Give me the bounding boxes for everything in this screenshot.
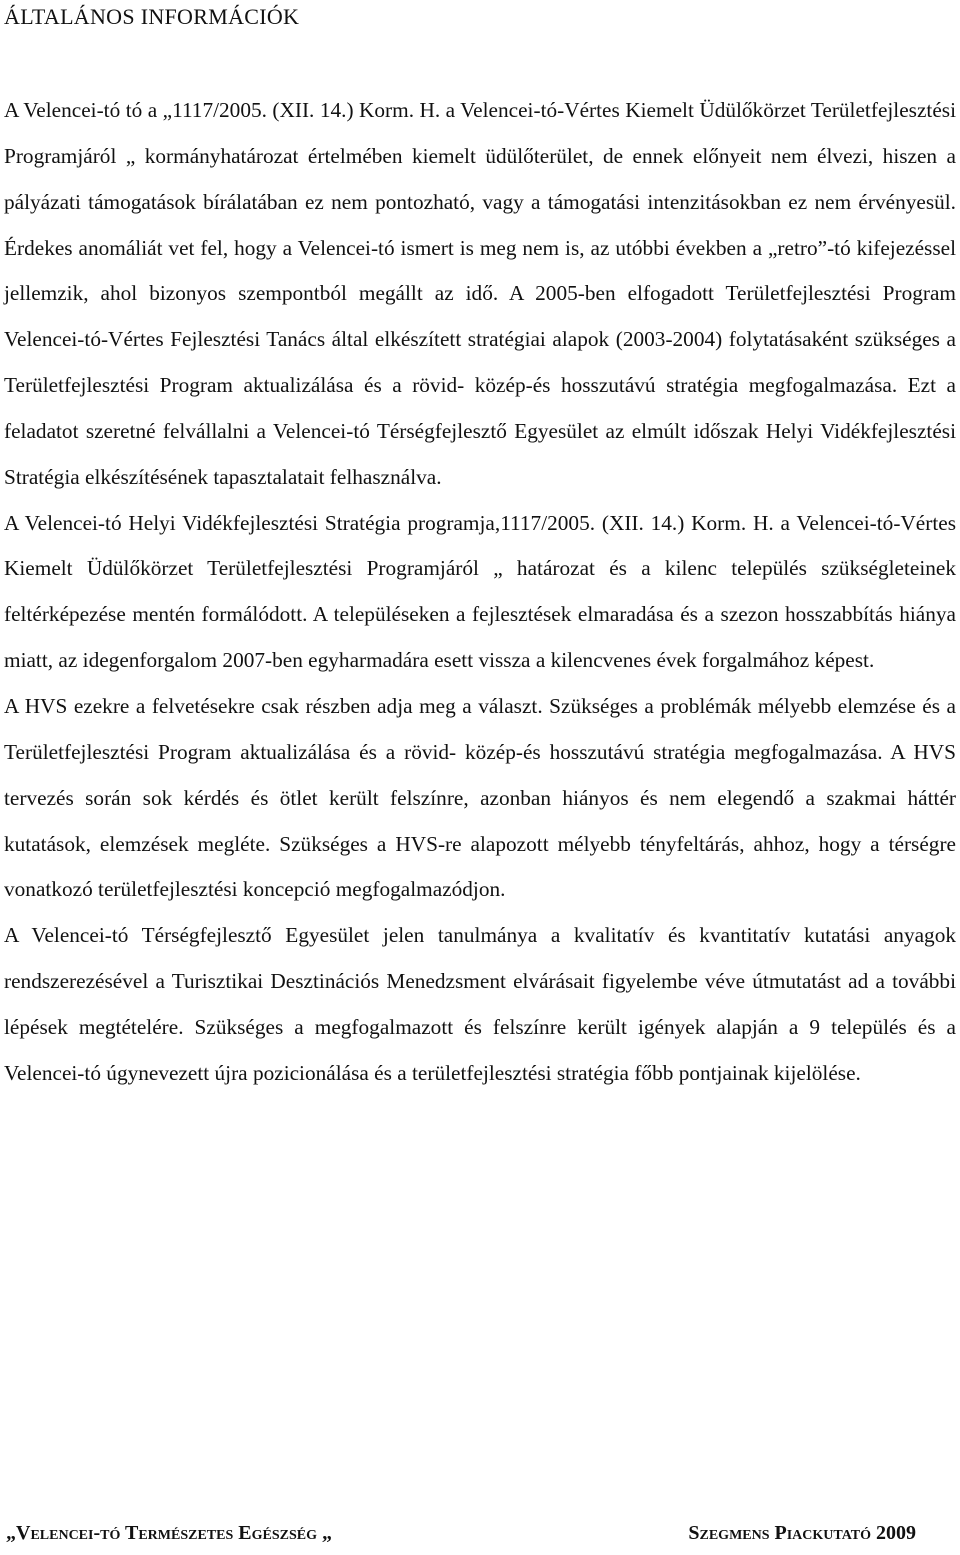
footer-title: „Velencei-tó Természetes Egészség „: [6, 1522, 332, 1544]
paragraph-1: A Velencei-tó tó a „1117/2005. (XII. 14.) Korm. H. a Velencei-tó-Vértes Kiemelt Üdülőkörzet Területfejlesztési Programjáról „ kormányhatározat értelmében kiemelt üdülőterület, de ennek előnyeit nem élvezi, hiszen a pályázati támogatások bírálatában ez nem pontozható, vagy a támogatási intenzitásokban ez nem érvényesül. Érdekes anomáliát vet fel, hogy a Velencei-tó ismert is meg nem is, az utóbbi években a „retro”-tó kifejezéssel jellemzik, ahol bizonyos szempontból megállt az idő. A 2005-ben elfogadott Területfejlesztési Program Velencei-tó-Vértes Fejlesztési Tanács által elkészített stratégiai alapok (2003-2004) folytatásaként szükséges a Területfejlesztési Program aktualizálása és a rövid- közép-és hosszutávú stratégia megfogalmazása. Ezt a feladatot szeretné felvállalni a Velencei-tó Térségfejlesztő Egyesület az elmúlt időszak Helyi Vidékfejlesztési Stratégia elkészítésének tapasztalatait felhasználva.: [4, 98, 956, 489]
page-title: ÁLTALÁNOS INFORMÁCIÓK: [4, 4, 300, 29]
paragraph-4: A Velencei-tó Térségfejlesztő Egyesület jelen tanulmánya a kvalitatív és kvantitatív kutatási anyagok rendszerezésével a Turisztikai Desztinációs Menedzsment elvárásait figyelembe véve útmutatást ad a további lépések megtételére. Szükséges a megfogalmazott és felszínre került igények alapján a 9 település és a Velencei-tó úgynevezett újra pozicionálása és a területfejlesztési stratégia főbb pontjainak kijelölése.: [4, 923, 956, 1085]
document-body: [4, 88, 956, 1097]
paragraph-2: A Velencei-tó Helyi Vidékfejlesztési Stratégia programja,1117/2005. (XII. 14.) Korm. H. a Velencei-tó-Vértes Kiemelt Üdülőkörzet Területfejlesztési Programjáról „ határozat és a kilenc település szükségleteinek feltérképezése mentén formálódott. A településeken a fejlesztések elmaradása és a szezon hosszabbítás hiánya miatt, az idegenforgalom 2007-ben egyharmadára esett vissza a kilencvenes évek forgalmához képest.: [4, 510, 956, 673]
page-footer: [6, 1522, 916, 1550]
footer-source: Szegmens Piackutató 2009: [688, 1522, 916, 1544]
paragraph-3: A HVS ezekre a felvetésekre csak részben adja meg a választ. Szükséges a problémák mélyebb elemzése és a Területfejlesztési Program aktualizálása és a rövid- közép-és hosszutávú stratégia megfogalmazása. A HVS tervezés során sok kérdés és ötlet került felszínre, azonban hiányos és nem elegendő a szakmai háttér kutatások, elemzések megléte. Szükséges a HVS-re alapozott mélyebb tényfeltárás, ahhoz, hogy a térségre vonatkozó területfejlesztési koncepció megfogalmazódjon.: [4, 693, 956, 902]
